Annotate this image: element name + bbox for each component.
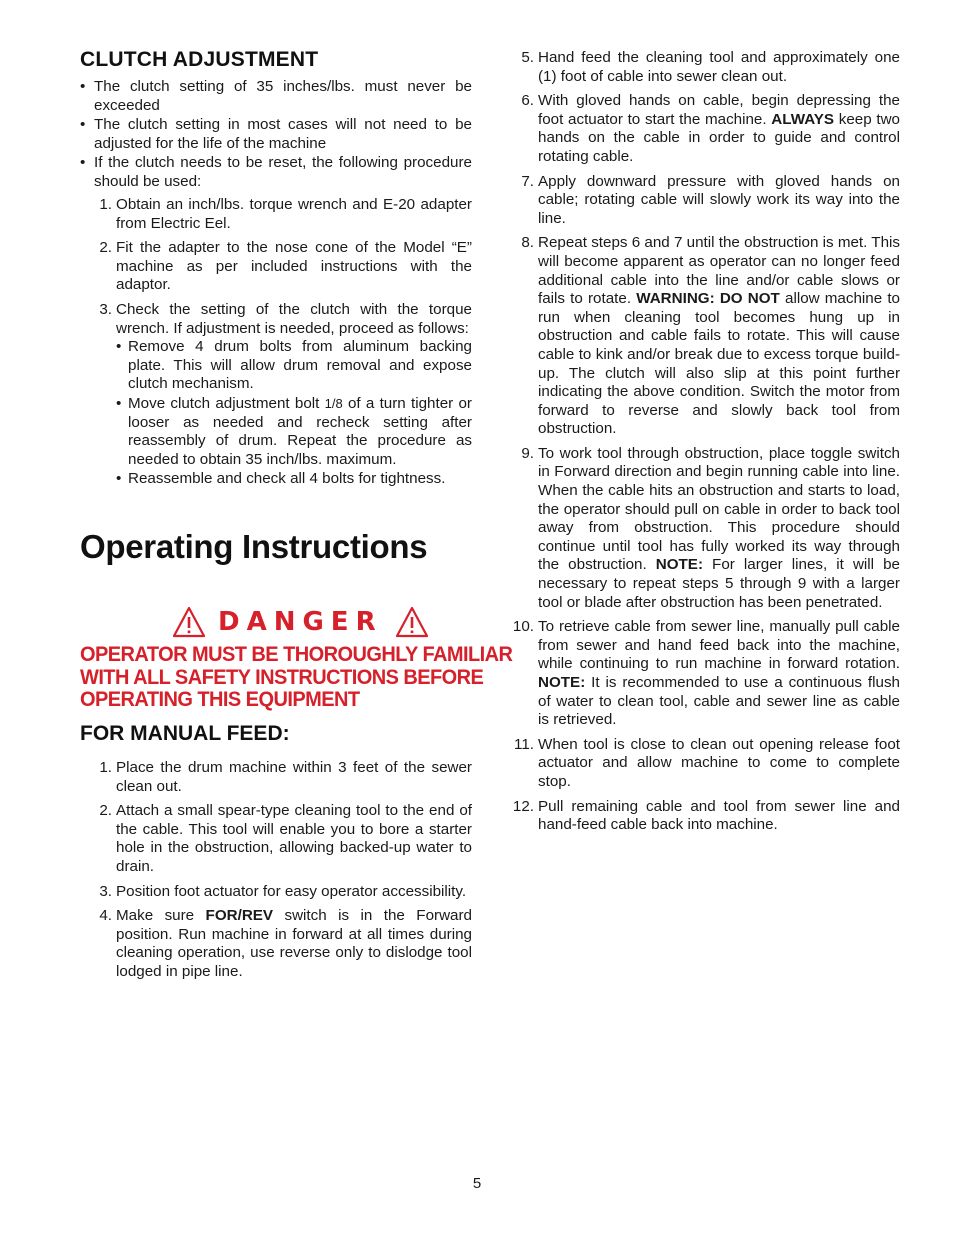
step-text: When tool is close to clean out opening release foot actuator and allow machine to come to complete stop.: [538, 735, 900, 790]
danger-message-line: OPERATING THIS EQUIPMENT: [80, 687, 360, 711]
clutch-steps-list: [88, 196, 472, 495]
list-item: [88, 196, 472, 233]
list-item: • The clutch setting of 35 inches/lbs. must never be exceeded: [80, 78, 472, 115]
substep-text: Move clutch adjustment bolt: [128, 394, 325, 412]
danger-message-line: OPERATOR MUST BE THOROUGHLY FAMILIAR: [80, 642, 513, 666]
step-text-part: To work tool through obstruction, place toggle switch in Forward direction and begin running cable into line. When the cable hits an obstruction and starts to load, the operator should pull on cable in order to back tool away from obstruction. This procedure should continue until tool has fully worked its way through the obstruction.: [538, 444, 900, 574]
step-text-bold: FOR/REV: [205, 907, 274, 925]
list-item: [510, 173, 900, 229]
step-text-part: allow machine to run when cleaning tool becomes hung up in obstruction and cable fails to rotate. This will cause cable to kink and/or break due to excess torque build-up. The clutch will also slip at this point further indicating the above condition. Switch the motor from forward to reverse and slowly back tool from obstruction.: [538, 290, 901, 438]
list-item: [510, 92, 900, 166]
step-text-part: Make sure: [116, 907, 206, 925]
manual-feed-steps-right: [510, 49, 900, 841]
step-text: Position foot actuator for easy operator accessibility.: [116, 882, 467, 900]
danger-label: DANGER: [218, 607, 383, 637]
clutch-substeps: [116, 338, 472, 489]
step-text-part: It is recommended to use a continuous flush of water to clean tool, cable and sewer line as cable is retrieved.: [538, 674, 900, 729]
step-text: [116, 907, 472, 981]
step-text-bold: NOTE:: [655, 556, 703, 574]
step-number: 1.: [99, 759, 112, 776]
step-text: Hand feed the cleaning tool and approximately one (1) foot of cable into sewer clean out.: [538, 49, 900, 85]
list-item: [510, 234, 900, 439]
step-text-part: With gloved hands on cable, begin depressing the foot actuator to start the machine.: [538, 92, 900, 128]
list-item: [510, 618, 900, 730]
step-text: Apply downward pressure with gloved hands on cable; rotating cable will slowly work its way into the line.: [538, 172, 900, 227]
list-item: • If the clutch needs to be reset, the following procedure should be used:: [80, 154, 472, 191]
warning-triangle-icon: [395, 606, 429, 638]
step-text-part: keep two hands on the cable in order to guide and control rotating cable.: [538, 110, 900, 165]
step-number: 2.: [99, 239, 112, 257]
step-text-part: Repeat steps 6 and 7 until the obstruction is met. This will become apparent as operator can no longer feed additional cable into the line and/or cable slows or fails to rotate.: [538, 234, 900, 308]
list-item: [88, 239, 472, 295]
step-number: 11.: [514, 735, 534, 753]
danger-message: [80, 642, 513, 711]
step-number: 10.: [512, 618, 534, 636]
step-number: 4.: [99, 907, 112, 925]
list-item: • The clutch setting in most cases will not need to be adjusted for the life of the machine: [80, 116, 472, 153]
step-number: 2.: [99, 802, 112, 820]
manual-feed-heading: FOR MANUAL FEED:: [80, 722, 290, 745]
list-item: [510, 736, 900, 792]
step-number: 7.: [521, 172, 534, 190]
list-item: • Reassemble and check all 4 bolts for tightness.: [116, 470, 472, 489]
step-text-part: switch is in the Forward position. Run machine in forward at all times during cleaning operation, use reverse only to dislodge tool lodged in pipe line.: [116, 907, 472, 980]
step-text: Obtain an inch/lbs. torque wrench and E-20 adapter from Electric Eel.: [116, 196, 472, 232]
step-number: 1.: [99, 196, 112, 213]
operating-instructions-title: Operating Instructions: [80, 528, 428, 565]
list-item: [88, 759, 472, 796]
list-item: • Remove 4 drum bolts from aluminum backing plate. This will allow drum removal and expose clutch mechanism.: [116, 338, 472, 394]
step-number: 9.: [521, 444, 534, 462]
list-item: [510, 445, 900, 612]
step-number: 3.: [99, 300, 112, 318]
step-number: 3.: [99, 882, 112, 900]
page-number: 5: [472, 1175, 482, 1192]
step-number: 5.: [521, 49, 534, 66]
manual-feed-steps-left: [88, 759, 472, 988]
clutch-adjustment-heading: CLUTCH ADJUSTMENT: [80, 48, 319, 71]
step-text: Check the setting of the clutch with the torque wrench. If adjustment is needed, proceed as follows:: [116, 300, 472, 337]
step-text-bold: ALWAYS: [771, 110, 835, 128]
list-item: [88, 883, 472, 902]
step-number: 6.: [521, 92, 534, 110]
step-text: Fit the adapter to the nose cone of the Model “E” machine as per included instructions with the adaptor.: [116, 239, 472, 294]
step-text: [538, 234, 900, 439]
danger-banner: [172, 604, 429, 640]
clutch-bullet-list: [80, 78, 472, 193]
fraction: 1/8: [324, 395, 343, 411]
warning-triangle-icon: [172, 606, 206, 638]
step-text: [538, 92, 900, 166]
list-item: [116, 395, 472, 469]
step-text-bold: WARNING: DO NOT: [636, 290, 780, 308]
step-text-part: For larger lines, it will be necessary to repeat steps 5 through 9 with a larger tool or blade after obstruction has been penetrated.: [538, 556, 900, 611]
step-text: [538, 618, 900, 730]
step-text-bold: NOTE:: [538, 674, 586, 691]
danger-message-line: WITH ALL SAFETY INSTRUCTIONS BEFORE: [80, 664, 484, 689]
step-text: [538, 445, 900, 612]
step-text-part: To retrieve cable from sewer line, manually pull cable from sewer and hand feed back into the machine, while continuing to run machine in forward rotation.: [538, 618, 900, 673]
list-item: [510, 49, 900, 86]
step-number: 12.: [512, 797, 534, 815]
list-item: [510, 798, 900, 835]
list-item: [88, 802, 472, 876]
step-text: Pull remaining cable and tool from sewer line and hand-feed cable back into machine.: [538, 797, 900, 834]
step-number: 8.: [521, 234, 534, 252]
substep-text: of a turn tighter or looser as needed and recheck setting after reassembly of drum. Repeat the procedure as needed to obtain 35 inch/lbs. maximum.: [128, 394, 472, 468]
step-text: Place the drum machine within 3 feet of the sewer clean out.: [116, 759, 472, 795]
list-item: [88, 907, 472, 981]
step-text: Attach a small spear-type cleaning tool to the end of the cable. This tool will enable you to bore a starter hole in the obstruction, allowing backed-up water to drain.: [116, 802, 472, 875]
list-item: [88, 301, 472, 489]
